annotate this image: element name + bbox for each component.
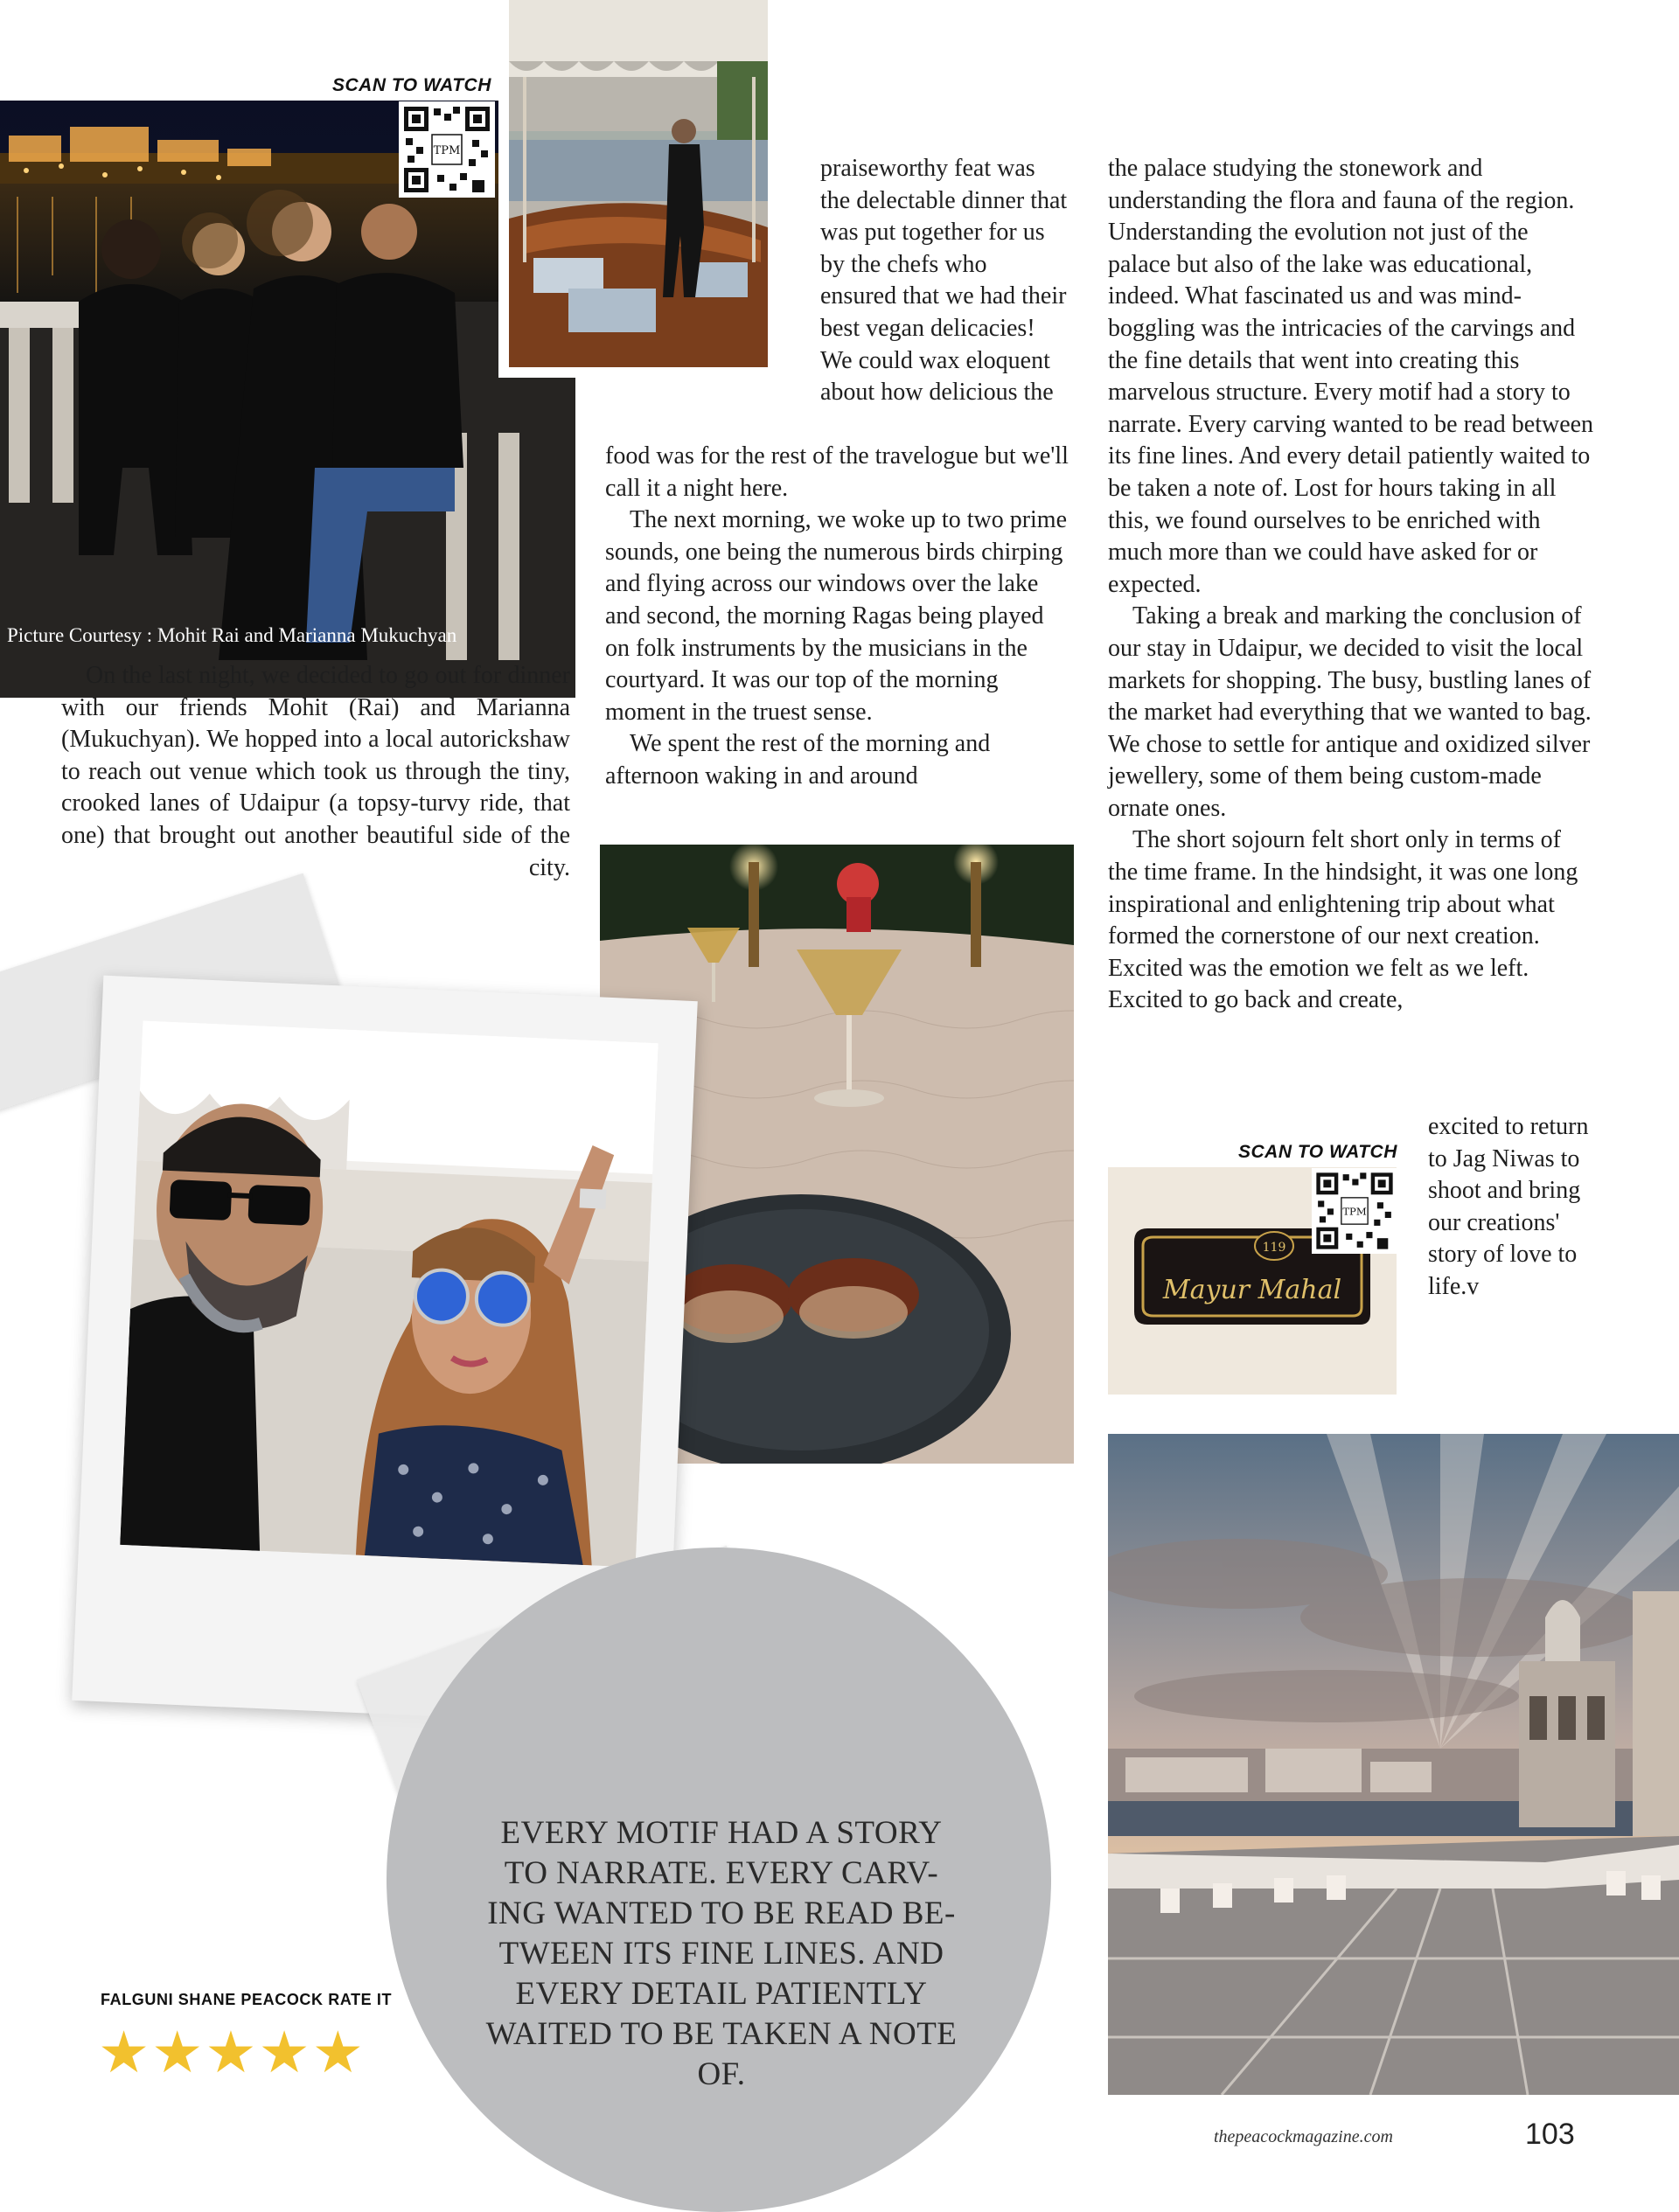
terrace-sunset-photo-art — [1108, 1434, 1679, 2095]
pull-quote: EVERY MOTIF HAD A STORY TO NARRATE. EVERY CARV-ING WANTED TO BE READ BE-TWEEN ITS FINE LINES. AND EVERY DETAIL PATIENTLY WAITED TO BE TAKEN A NOTE OF. — [485, 1815, 958, 2092]
column-middle-paragraph-2: The next morning, we woke up to two prime sounds, one being the numerous birds chirping and flying across our windows over the lake and second, the morning Ragas being played on folk instruments by the musicians in the courtyard. It was our top of the morning moment in the truest sense. — [605, 506, 1068, 726]
selfie-photo-art — [120, 1020, 658, 1567]
column-right-narrow-text: excited to return to Jag Niwas to shoot and bring our creations' story of love to life.v — [1428, 1113, 1589, 1300]
qr-code-bottom-art — [1312, 1168, 1397, 1254]
star-icon: ★ — [258, 2019, 310, 2086]
star-icon: ★ — [151, 2019, 204, 2086]
column-middle-wide-text: food was for the rest of the travelogue but we'll call it a night here. — [605, 442, 1069, 502]
scan-to-watch-label-top: SCAN TO WATCH — [332, 75, 491, 95]
column-left-paragraph: On the last night, we decided to go out for dinner with our friends Mohit (Rai) and Marianna (Mukuchyan). We hopped into a local autorickshaw to reach out venue which took us through the tiny, crooked lanes of Udaipur (a topsy-turvy ride, that one) that brought out another beautiful side of the city. — [61, 662, 570, 881]
column-right-paragraph-1: the palace studying the stonework and understanding the flora and fauna of the region. Understanding the evolution not just of the palace but also of the lake was educational, indeed. What fascinated us and was mind-boggling was the intricacies of the carvings and the fine details that went into creating this marvelous structure. Every motif had a story to narrate. Every carving wanted to be read between its fine lines. And every detail patiently waited to be taken a note of. Lost for hours taking in all this, we found ourselves to be enriched with much more than we could have asked for or expected. — [1108, 155, 1594, 598]
column-right-text — [1108, 153, 1596, 1017]
plaque-number: 119 — [1262, 1241, 1286, 1255]
page-number: 103 — [1525, 2118, 1575, 2151]
plaque-name: Mayur Mahal — [1162, 1275, 1342, 1305]
boat-photo-art — [498, 0, 778, 378]
column-middle-narrow-text: praiseworthy feat was the delectable dinner that was put together for us by the chefs who ensured that we had their best vegan delicacies! We could wax eloquent about how delicious the — [820, 155, 1068, 407]
star-icon: ★ — [205, 2019, 257, 2086]
qr-code-top-mark: TPM — [433, 144, 461, 157]
star-icon: ★ — [311, 2019, 364, 2086]
scan-to-watch-label-bottom: SCAN TO WATCH — [1238, 1142, 1397, 1162]
column-middle-wide — [605, 441, 1069, 793]
rating-stars — [98, 2019, 366, 2086]
photo-caption: Picture Courtesy : Mohit Rai and Marianna Mukuchyan — [7, 624, 457, 646]
qr-code-bottom[interactable] — [1312, 1168, 1397, 1254]
star-icon: ★ — [98, 2019, 150, 2086]
rating-label: FALGUNI SHANE PEACOCK RATE IT — [101, 1991, 393, 2008]
qr-code-top[interactable] — [399, 101, 495, 198]
column-right-paragraph-3: The short sojourn felt short only in terms of the time frame. In the hindsight, it was one long inspirational and enlightening trip about what formed the cornerstone of our next creation. Excited was the emotion we felt as we left. Excited to go back and create, — [1108, 826, 1578, 1014]
footer-website[interactable]: thepeacockmagazine.com — [1214, 2127, 1393, 2146]
qr-code-top-art — [399, 101, 495, 198]
column-left-text — [61, 660, 570, 884]
column-right-narrow — [1428, 1111, 1594, 1304]
column-right-paragraph-2: Taking a break and marking the conclusion of our stay in Udaipur, we decided to visit the local markets for shopping. The busy, bustling lanes of the market had everything that we wanted to bag. We chose to settle for antique and oxidized silver jewellery, some of them being custom-made ornate ones. — [1108, 602, 1592, 822]
terrace-sunset-photo — [1108, 1434, 1679, 2095]
selfie-photo — [120, 1020, 658, 1567]
qr-code-bottom-mark: TPM — [1342, 1205, 1367, 1218]
boat-photo — [498, 0, 778, 378]
column-middle-paragraph-3: We spent the rest of the morning and afternoon waking in and around — [605, 730, 991, 790]
column-middle-narrow — [820, 153, 1069, 409]
